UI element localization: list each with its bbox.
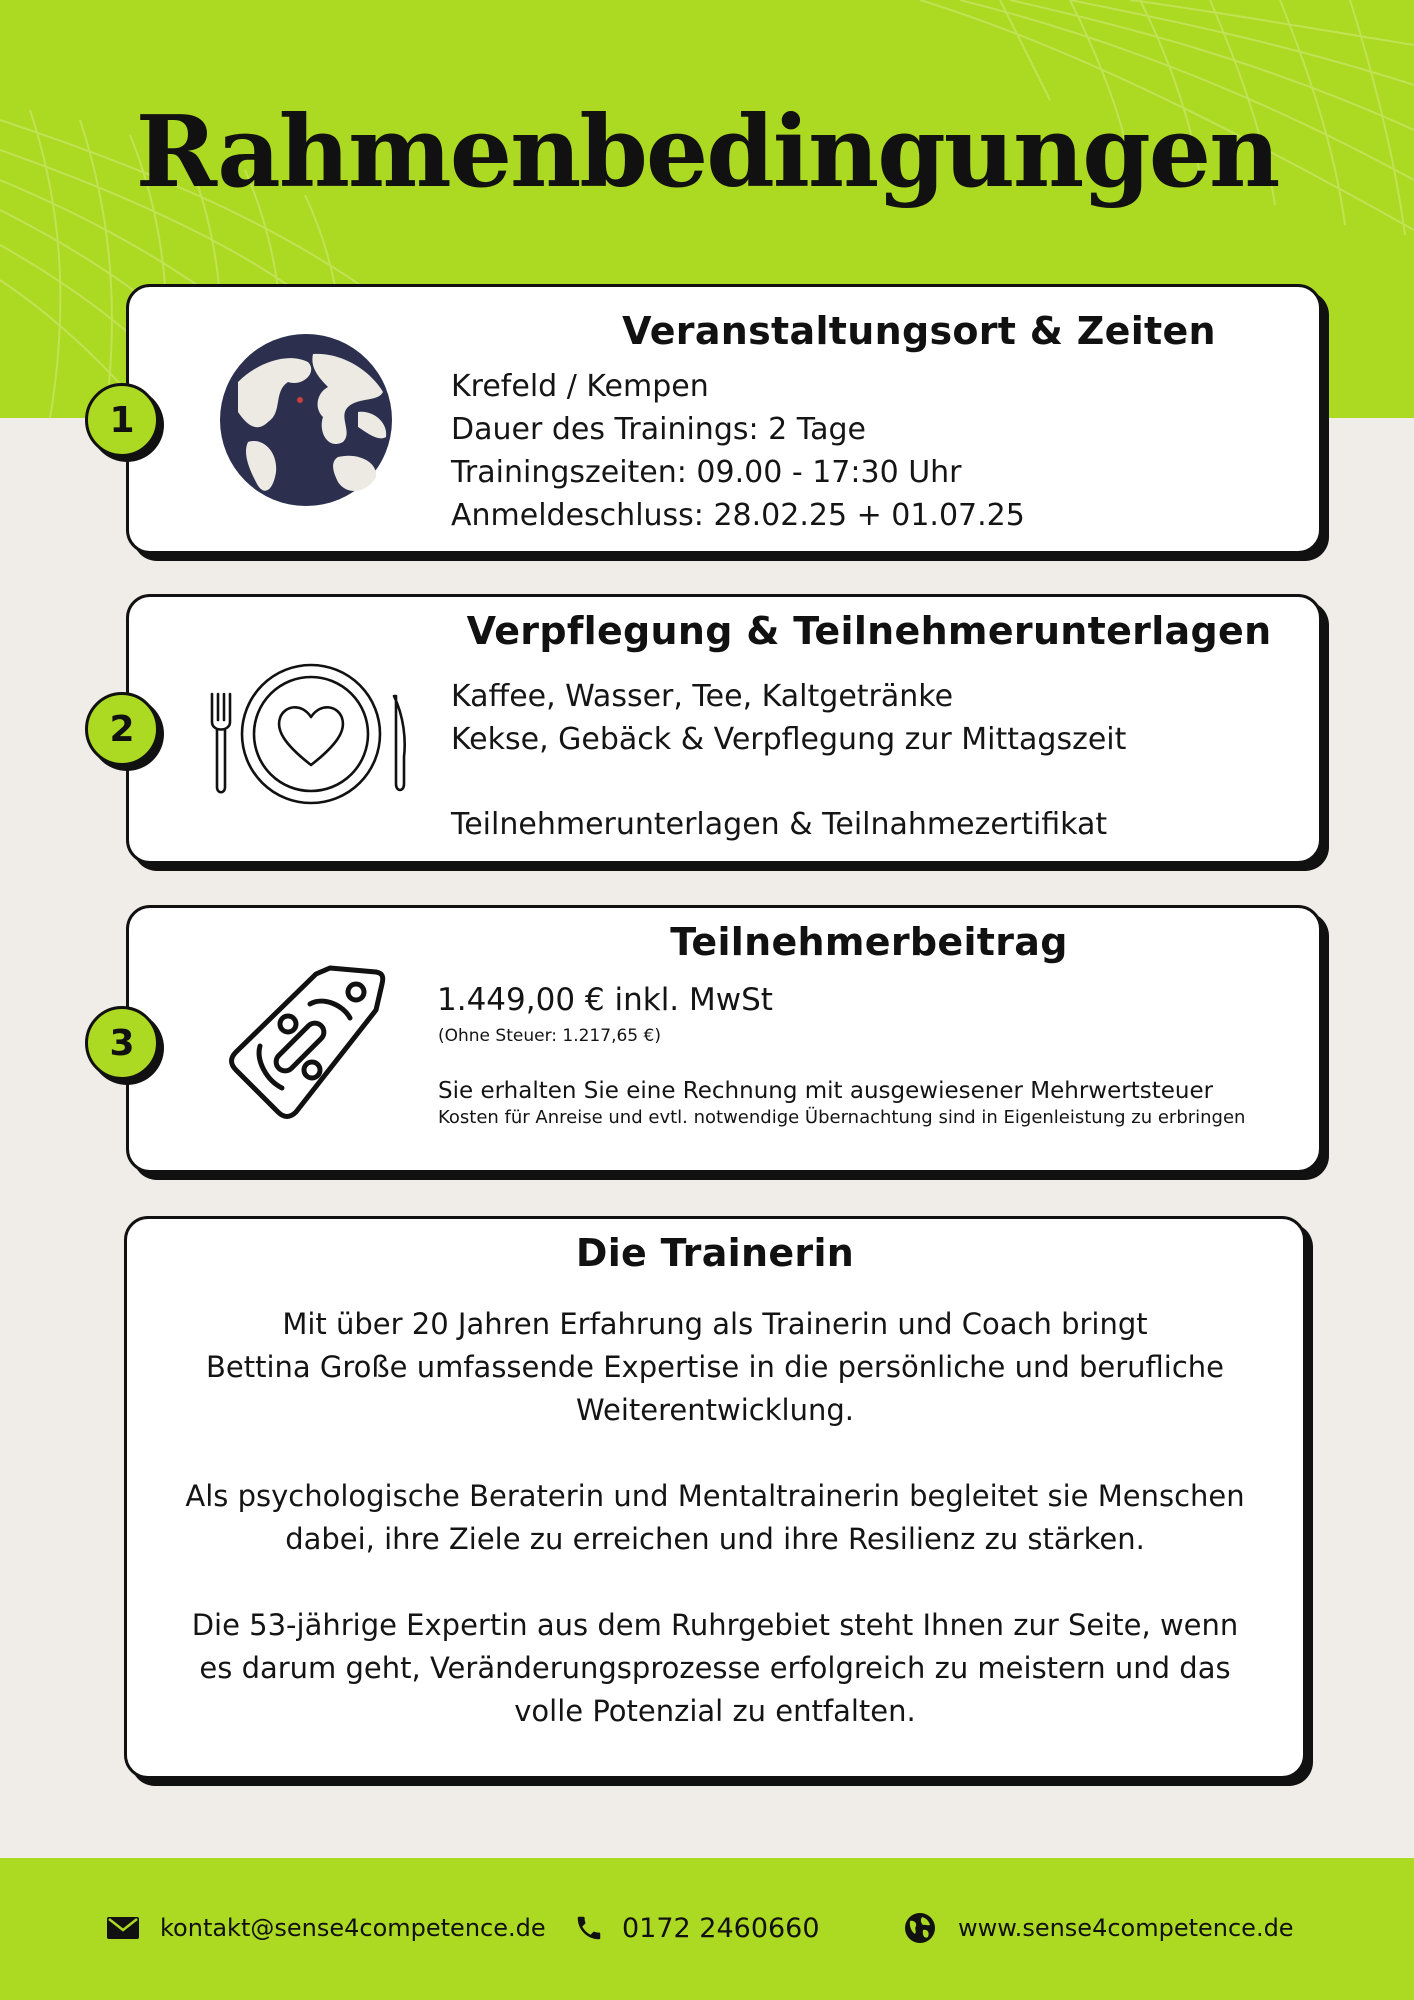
bio-line: es darum geht, Veränderungsprozesse erfolgreich zu meistern und das xyxy=(199,1651,1231,1685)
price-text: 1.449,00 € inkl. MwSt xyxy=(437,982,773,1018)
materials-line: Teilnehmerunterlagen & Teilnahmezertifikat xyxy=(451,807,1108,842)
invoice-note: Sie erhalten Sie eine Rechnung mit ausgewiesener Mehrwertsteuer xyxy=(438,1078,1214,1104)
footer-website[interactable] xyxy=(904,1905,1294,1951)
bio-line: dabei, ihre Ziele zu erreichen und ihre Resilienz zu stärken. xyxy=(285,1522,1145,1556)
globe-icon xyxy=(218,332,394,508)
phone-icon xyxy=(574,1913,604,1943)
times-line: Trainingszeiten: 09.00 - 17:30 Uhr xyxy=(451,455,962,490)
drinks-line: Kaffee, Wasser, Tee, Kaltgetränke xyxy=(451,679,954,714)
step-badge-1: 1 xyxy=(85,383,159,457)
section-lines xyxy=(451,675,1126,846)
bio-line: Weiterentwicklung. xyxy=(576,1393,854,1427)
trainer-bio xyxy=(127,1303,1303,1733)
footer-phone[interactable] xyxy=(574,1905,820,1951)
section-lines xyxy=(451,365,1025,537)
section-heading: Teilnehmerbeitrag xyxy=(670,920,1068,964)
step-badge-2: 2 xyxy=(85,692,159,766)
page-title: Rahmenbedingungen xyxy=(135,95,1279,210)
phone-number[interactable]: 0172 2460660 xyxy=(622,1912,820,1944)
location-line: Krefeld / Kempen xyxy=(451,369,709,404)
bio-line: Die 53-jährige Expertin aus dem Ruhrgebiet steht Ihnen zur Seite, wenn xyxy=(191,1608,1239,1642)
plate-cutlery-icon xyxy=(206,662,410,806)
trainer-card xyxy=(124,1216,1306,1779)
price-tag-icon xyxy=(226,962,388,1124)
mail-icon xyxy=(106,1916,140,1940)
section-heading: Veranstaltungsort & Zeiten xyxy=(622,309,1216,353)
food-line: Kekse, Gebäck & Verpflegung zur Mittagszeit xyxy=(451,722,1127,757)
footer-email[interactable] xyxy=(106,1905,546,1951)
travel-cost-note: Kosten für Anreise und evtl. notwendige Übernachtung sind in Eigenleistung zu erbringen xyxy=(438,1107,1246,1128)
section-heading: Verpflegung & Teilnehmerunterlagen xyxy=(466,609,1272,653)
deadline-line: Anmeldeschluss: 28.02.25 + 01.07.25 xyxy=(451,498,1025,533)
duration-line: Dauer des Trainings: 2 Tage xyxy=(451,412,867,447)
bio-line: Bettina Große umfassende Expertise in die persönliche und berufliche xyxy=(205,1350,1225,1384)
step-badge-3: 3 xyxy=(85,1006,159,1080)
bio-line: Mit über 20 Jahren Erfahrung als Trainerin und Coach bringt xyxy=(282,1307,1148,1341)
globe-web-icon xyxy=(904,1912,936,1944)
email-link[interactable]: kontakt@sense4competence.de xyxy=(160,1914,546,1942)
trainer-heading: Die Trainerin xyxy=(575,1231,855,1275)
price-net-note: (Ohne Steuer: 1.217,65 €) xyxy=(438,1026,661,1046)
bio-line: volle Potenzial zu entfalten. xyxy=(514,1694,916,1728)
website-link[interactable]: www.sense4competence.de xyxy=(958,1914,1294,1942)
bio-line: Als psychologische Beraterin und Mentaltrainerin begleitet sie Menschen xyxy=(185,1479,1245,1513)
